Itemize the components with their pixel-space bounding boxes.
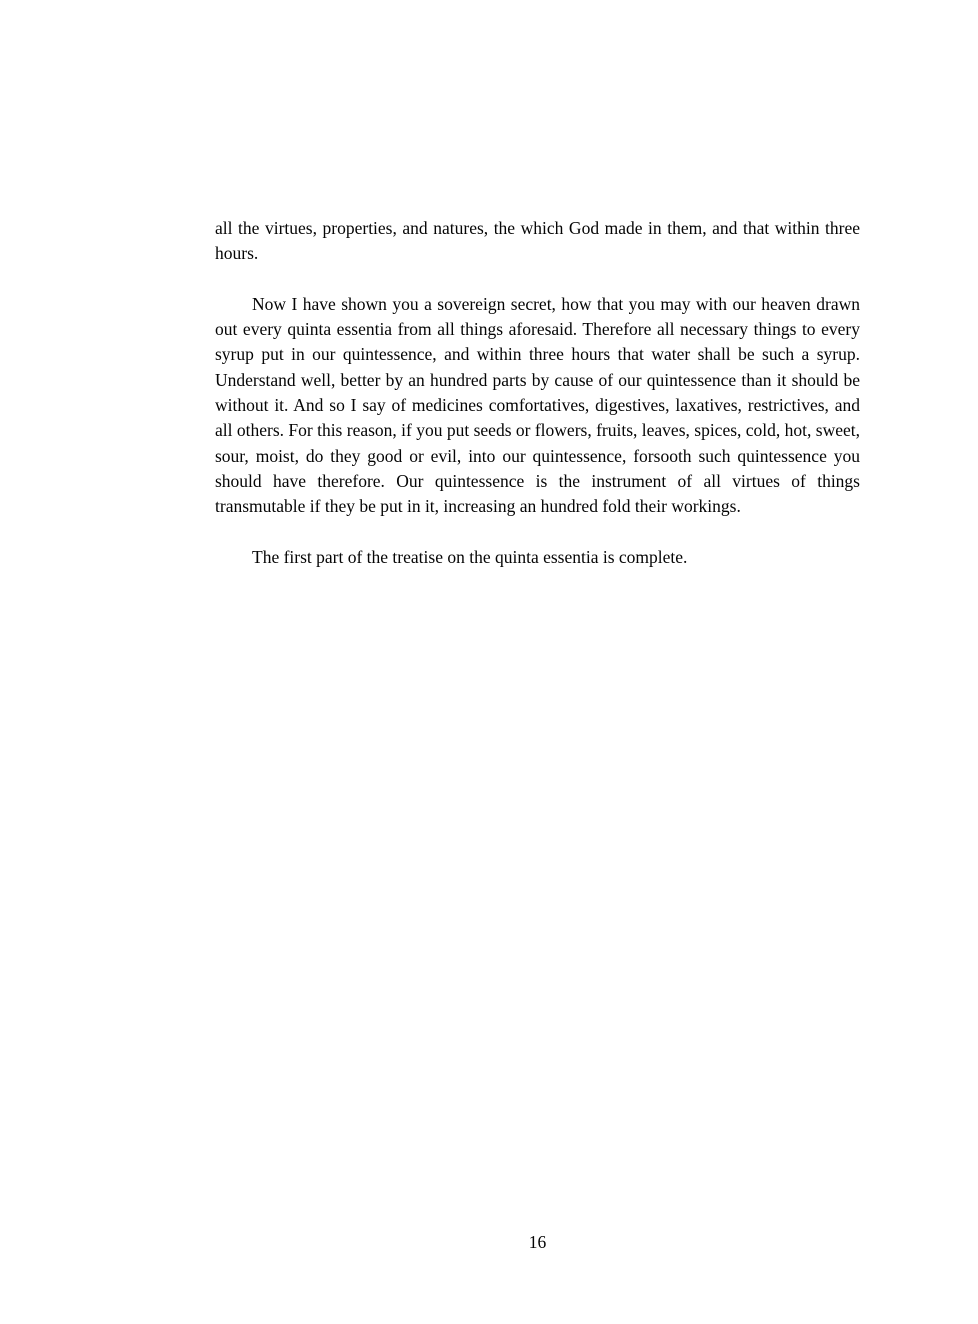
- paragraph-body: Now I have shown you a sovereign secret, how that you may with our heaven drawn out every quinta essentia from all things aforesaid. Therefore all necessary things to every syrup put in our quintessence, and within three hours that water shall be such a syrup. Understand well, better by an hundred parts by cause of our quintessence than it should be without it. And so I say of medicines comfortatives, digestives, laxatives, restrictives, and all others. For this reason, if you put seeds or flowers, fruits, leaves, spices, cold, hot, sweet, sour, moist, do they good or evil, into our quintessence, forsooth such quintessence you should have therefore. Our quintessence is the instrument of all virtues of things transmutable if they be put in it, increasing an hundred fold their workings.: [215, 293, 860, 517]
- paragraph-continuation: all the virtues, properties, and natures, the which God made in them, and that within three hours.: [215, 218, 860, 264]
- paragraph-closing: The first part of the treatise on the quinta essentia is complete.: [252, 546, 688, 567]
- text-block: [215, 216, 860, 570]
- page-number: 16: [528, 1232, 547, 1252]
